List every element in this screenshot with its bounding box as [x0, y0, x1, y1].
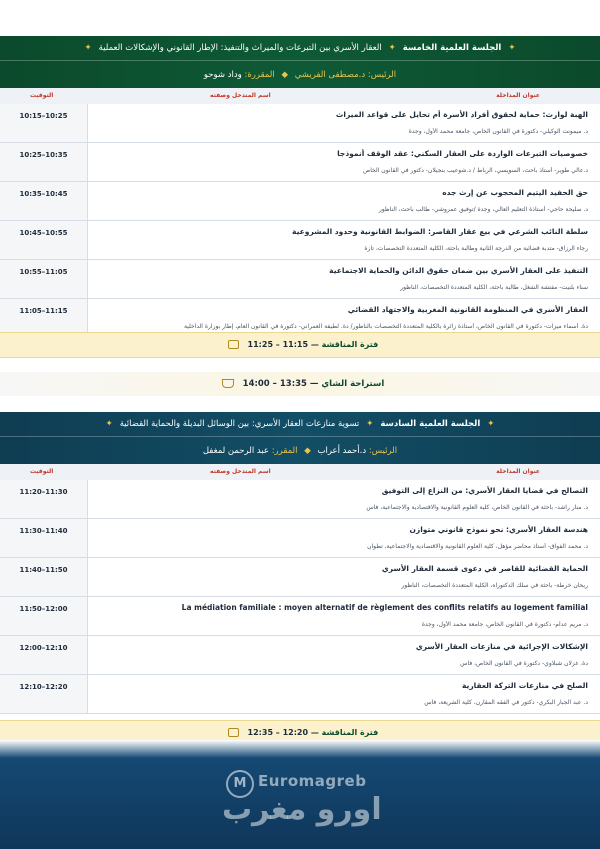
discussion-label: فترة المناقشة — [321, 728, 379, 737]
chair-label: الرئيس: — [367, 70, 397, 80]
speech-bubble-icon — [228, 728, 239, 737]
row-title: خصوصيات التبرعات الواردة على العقار السكني: عقد الوقف أنموذجا — [337, 149, 588, 158]
session-5-chairs — [0, 61, 600, 89]
row-title: العقار الأسري في المنظومة القانونية المغربية والاجتهاد القضائي — [347, 305, 588, 314]
row-speaker: دة. أسماء ميزات- دكتورة في القانون الخاص، أستاذة زائرة بالكلية المتعددة التخصصات بالناظور/ دة. لطيفة العمراني- دكتورة في القانون العام، إطار بوزارة الداخلية — [183, 323, 588, 330]
row-time: 10:15–10:25 — [0, 104, 88, 142]
star-icon: ✦ — [366, 419, 374, 429]
star-icon: ✦ — [487, 419, 495, 429]
chair-name: د.مصطفى الفريشي — [294, 70, 366, 80]
row-time: 11:05–11:15 — [0, 299, 88, 337]
row-time: 10:35–10:45 — [0, 182, 88, 220]
session-6-label: الجلسة العلمية السادسة — [380, 419, 481, 429]
discussion-time: 12:20 – 12:35 — [247, 728, 309, 737]
discussion-period-1: فترة المناقشة — 11:15 – 11:25 — [0, 332, 600, 358]
session-6-chairs — [0, 437, 600, 465]
session-6-rows — [0, 480, 600, 714]
break-time: 13:35 – 14:00 — [242, 379, 307, 389]
row-speaker: رجاء الرزاق- متدبة قضائية من الدرجة الثانية وطالبة باحثة، الكلية المتعددة التخصصات، تازة — [364, 245, 588, 252]
row-time: 11:20–11:30 — [0, 480, 88, 518]
row-time: 12:10–12:20 — [0, 675, 88, 713]
table-row — [0, 558, 600, 597]
row-speaker: د. محمد الفواق- أستاذ محاضر مؤهل، كلية العلوم القانونية والاقتصادية والاجتماعية، تطوان — [367, 543, 588, 550]
euromagreb-logo-icon: M — [226, 770, 254, 798]
watermark-arabic: اورو مغرب — [222, 792, 382, 827]
row-title: هندسة العقار الأسري: نحو نموذج قانوني متوازن — [409, 525, 588, 534]
row-title: حق الحفيد اليتيم المحجوب عن إرث جده — [442, 188, 588, 197]
row-title: التنفيذ على العقار الأسري بين ضمان حقوق الدائن والحماية الاجتماعية — [329, 266, 588, 275]
session-5-topic: العقار الأسري بين التبرعات والميراث والتنفيذ: الإطار القانوني والإشكالات العملية — [98, 43, 382, 53]
column-speaker: اسم المتدخل وصفته — [210, 468, 271, 475]
row-time: 12:00–12:10 — [0, 636, 88, 674]
row-time: 10:55–11:05 — [0, 260, 88, 298]
discussion-time: 11:15 – 11:25 — [247, 340, 309, 349]
rapporteur-name: وداد شوحو — [203, 70, 242, 80]
table-row — [0, 597, 600, 636]
row-title: التصالح في قضايا العقار الأسري: من النزاع إلى التوفيق — [381, 486, 588, 495]
row-speaker: د. منار راشد- باحثة في القانون الخاص، كلية العلوم القانونية والاقتصادية والاجتماعية، فاس — [366, 504, 588, 511]
tea-break: استراحة الشاي — 13:35 – 14:00 — [0, 372, 600, 396]
rapporteur-name: عبد الرحمن لمغفل — [202, 446, 269, 456]
table-row — [0, 260, 600, 299]
diamond-icon: ◆ — [304, 446, 311, 456]
row-speaker: د. صليحة حاجي- أستاذة التعليم العالي، وجدة /توفيق عمروشي- طالب باحث، الناظور — [378, 206, 588, 213]
discussion-label: فترة المناقشة — [321, 340, 379, 349]
table-row — [0, 480, 600, 519]
star-icon: ✦ — [105, 419, 113, 429]
column-title: عنوان المداخلة — [496, 92, 540, 99]
row-speaker: سناء بلنيت- مفتشة الشغل، طالبة باحثة، الكلية المتعددة التخصصات، الناظور — [400, 284, 588, 291]
row-time: 11:30–11:40 — [0, 519, 88, 557]
row-speaker: د. عبد الجبار البكري- دكتور في الفقه المقارن، كلية الشريعة، فاس — [424, 699, 588, 706]
rapporteur-label: المقررة: — [244, 70, 275, 80]
rapporteur-label: المقرر: — [271, 446, 298, 456]
session-5-title — [0, 36, 600, 61]
footer-fade — [0, 740, 600, 758]
column-time: التوقيت — [30, 468, 54, 475]
column-speaker: اسم المتدخل وصفته — [210, 92, 271, 99]
table-row — [0, 143, 600, 182]
table-row — [0, 182, 600, 221]
row-speaker: د. ميمونت الوكيلي- دكتورة في القانون الخاص، جامعة محمد الأول، وجدة — [408, 128, 588, 135]
row-speaker: ريحان خرطة- باحثة في سلك الدكتوراه، الكلية المتعددة التخصصات، الناظور — [401, 582, 588, 589]
row-time: 10:25–10:35 — [0, 143, 88, 181]
table-header-session-6 — [0, 464, 600, 480]
row-speaker: د. مريم عدام- دكتورة في القانون الخاص، جامعة محمد الأول، وجدة — [421, 621, 588, 628]
session-5-label: الجلسة العلمية الخامسة — [402, 43, 502, 53]
chair-name: د.أحمد أعراب — [317, 446, 367, 456]
star-icon: ✦ — [508, 43, 516, 53]
table-row — [0, 519, 600, 558]
row-title: الإشكالات الإجرائية في منازعات العقار الأسري — [415, 642, 588, 651]
row-title: الهبة لوارث: حماية لحقوق أفراد الأسرة أم تحايل على قواعد الميراث — [335, 110, 588, 119]
row-title: الصلح في منازعات التركة العقارية — [461, 681, 588, 690]
table-row — [0, 675, 600, 714]
session-5-header — [0, 36, 600, 89]
table-header-session-5 — [0, 88, 600, 104]
session-6-header — [0, 412, 600, 465]
table-row — [0, 221, 600, 260]
row-title: الحماية القضائية للقاصر في دعوى قسمة العقار الأسري — [381, 564, 588, 573]
chair-label: الرئيس: — [368, 446, 398, 456]
table-row — [0, 636, 600, 675]
star-icon: ✦ — [84, 43, 92, 53]
row-speaker: دة. غزلان شبلاوي- دكتورة في القانون الخاص، فاس — [460, 660, 588, 667]
star-icon: ✦ — [388, 43, 396, 53]
row-time: 11:40–11:50 — [0, 558, 88, 596]
row-title: سلطة النائب الشرعي في بيع عقار القاصر: الضوابط القانونية وحدود المشروعية — [292, 227, 588, 236]
diamond-icon: ◆ — [281, 70, 288, 80]
row-speaker: د.عالي طوير- أستاذ باحث، السويسي، الرباط / د.شوعيب بنجيلان- دكتور في القانون الخاص — [362, 167, 588, 174]
top-margin — [0, 0, 600, 36]
discussion-period-2: فترة المناقشة — 12:20 – 12:35 — [0, 720, 600, 746]
row-time: 10:45–10:55 — [0, 221, 88, 259]
session-6-topic: تسوية منازعات العقار الأسري: بين الوسائل البديلة والحماية القضائية — [119, 419, 360, 429]
break-label: استراحة الشاي — [321, 379, 385, 389]
watermark-latin: Euromagreb — [258, 772, 367, 790]
session-6-title — [0, 412, 600, 437]
column-time: التوقيت — [30, 92, 54, 99]
row-title: La médiation familiale : moyen alternatif de règlement des conflits relatifs au logement familial — [181, 603, 588, 612]
column-title: عنوان المداخلة — [496, 468, 540, 475]
table-row — [0, 104, 600, 143]
row-time: 11:50–12:00 — [0, 597, 88, 635]
speech-bubble-icon — [228, 340, 239, 349]
tea-cup-icon — [222, 379, 234, 388]
session-5-rows — [0, 104, 600, 338]
